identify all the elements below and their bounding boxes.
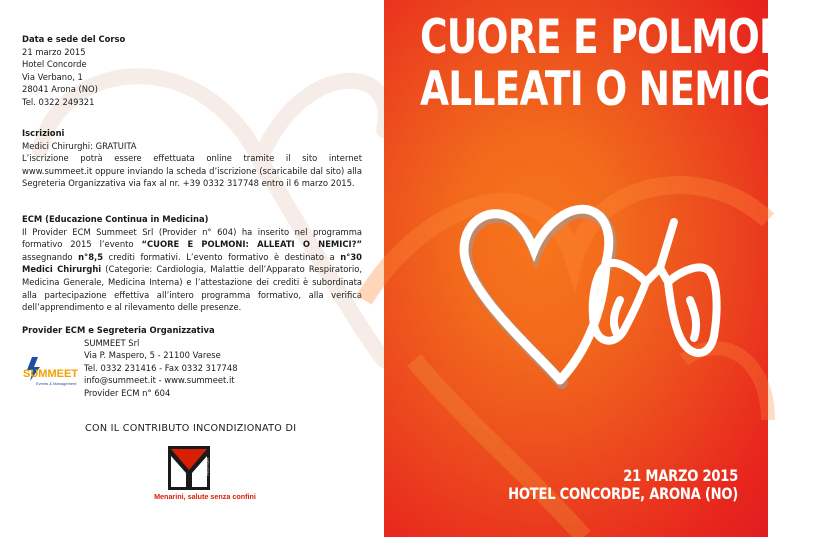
sede-line: 28041 Arona (NO)	[22, 84, 98, 95]
iscrizioni-heading: Iscrizioni	[22, 128, 65, 138]
summeet-logo	[22, 355, 80, 389]
ecm-text-part: (Categorie: Cardiologia, Malattie dell’Apparato Respiratorio, Medicina Generale, Medicina Interna) e l’attestazione dei crediti è subordinata alla partecipazione effettiva all’intero programma formativo, alla verifica dell’apprendimento e al rilevamento delle presenze.	[22, 264, 362, 313]
provider-line: Via P. Maspero, 5 - 21100 Varese	[84, 350, 221, 361]
ecm-text-part: Il Provider ECM Summeet Srl (Provider n° 604) ha inserito nel programma formativo 2015 l’evento	[22, 226, 362, 250]
provider-line: Tel. 0332 231416 - Fax 0332 317748	[84, 362, 238, 373]
cover-date: 21 MARZO 2015	[623, 466, 738, 485]
iscrizioni-fee: Medici Chirurghi: GRATUITA	[22, 140, 137, 151]
summeet-logo-text: SUMMEET	[23, 367, 78, 380]
title-line-1: CUORE E POLMONI:	[420, 10, 817, 65]
sede-section	[22, 33, 362, 109]
provider-line: info@summeet.it - www.summeet.it	[84, 375, 235, 386]
sede-line: Via Verbano, 1	[22, 71, 83, 82]
provider-line: SUMMEET Srl	[84, 337, 140, 348]
sede-heading: Data e sede del Corso	[22, 34, 126, 44]
menarini-logo	[168, 446, 210, 490]
ecm-text-part: crediti formativi. L’evento formativo è destinato a	[103, 251, 341, 262]
sede-line: 21 marzo 2015	[22, 46, 86, 57]
menarini-logo-text: MENARINI	[205, 458, 209, 476]
ecm-heading: ECM (Educazione Continua in Medicina)	[22, 214, 209, 224]
iscrizioni-text: L’iscrizione potrà essere effettuata online tramite il sito internet www.summeet.it oppure inviando la scheda d’iscrizione (scaricabile dal sito) alla Segreteria Organizzativa via fax al nr. +39 0332 317748 entro il 6 marzo 2015.	[22, 153, 362, 189]
provider-line: Provider ECM n° 604	[84, 387, 171, 398]
summeet-logo-subtitle: Events & Management	[36, 380, 77, 386]
cover-panel	[384, 0, 817, 537]
provider-heading: Provider ECM e Segreteria Organizzativa	[22, 325, 215, 335]
ecm-text-part: assegnando	[22, 251, 79, 262]
ecm-participants: n°30 Medici Chirurghi	[22, 251, 362, 275]
title-line-2: ALLEATI O NEMICI?	[420, 62, 806, 117]
provider-section	[22, 324, 362, 415]
sede-line: Hotel Concorde	[22, 59, 87, 70]
ecm-event-title: “CUORE E POLMONI: ALLEATI O NEMICI?”	[141, 239, 362, 250]
iscrizioni-section	[22, 127, 362, 190]
cover-venue: HOTEL CONCORDE, ARONA (NO)	[508, 484, 738, 503]
left-panel	[0, 0, 384, 537]
ecm-text	[22, 226, 362, 314]
ecm-credits: n°8,5	[78, 251, 104, 262]
menarini-tagline: Menarini, salute senza confini	[154, 492, 256, 501]
ecm-section	[22, 213, 362, 314]
sede-line: Tel. 0322 249321	[22, 96, 95, 107]
sponsor-contribution-text: CON IL CONTRIBUTO INCONDIZIONATO DI	[85, 423, 297, 434]
heart-and-lungs-illustration	[384, 0, 817, 537]
